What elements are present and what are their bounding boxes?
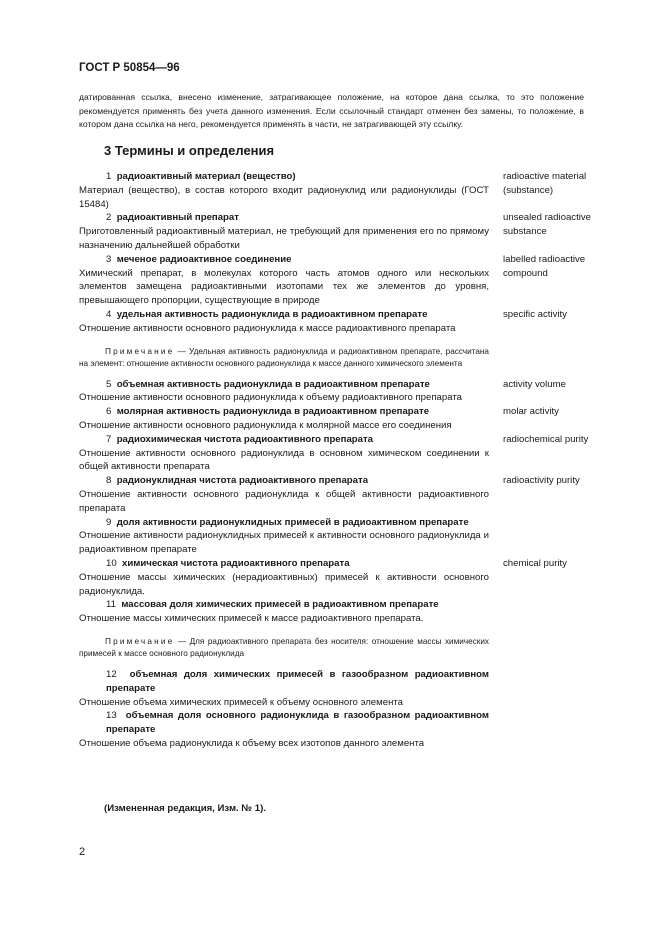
term-english: activity volume	[503, 378, 566, 390]
term-definition: Отношение активности радионуклидных примесей к активности основного радионуклида и радиоактивном препарате	[79, 530, 489, 556]
term-title: массовая доля химических примесей в радиоактивном препарате	[121, 599, 439, 611]
term-number: 8	[106, 475, 112, 487]
note	[79, 636, 489, 660]
term-title: химическая чистота радиоактивного препарата	[122, 557, 350, 569]
term-entry	[79, 709, 627, 750]
term-definition: Приготовленный радиоактивный материал, не требующий для применения его по прямому назначению дальнейшей обработки	[79, 226, 489, 251]
term-english: specific activity	[503, 308, 567, 320]
note-label: Примечание	[105, 636, 175, 646]
term-entry	[79, 557, 627, 598]
note-text: — Для радиоактивного препарата без носителя: отношение массы химических примесей к массе основного радионуклида	[79, 636, 489, 658]
term-english: radioactive material (substance)	[503, 171, 587, 196]
section-title: 3 Термины и определения	[104, 143, 275, 158]
term-entry	[79, 668, 627, 709]
term-entry	[79, 598, 627, 626]
term-number: 6	[106, 406, 112, 418]
term-title: радиохимическая чистота радиоактивного препарата	[116, 433, 374, 445]
term-definition: Отношение объема химических примесей к объему основного элемента	[79, 696, 403, 708]
term-entry	[79, 474, 627, 515]
standard-header: ГОСТ Р 50854—96	[79, 62, 180, 74]
term-entry	[79, 308, 627, 336]
term-number: 9	[106, 516, 112, 528]
note-label: Примечание	[105, 346, 175, 356]
terms-list	[79, 170, 627, 751]
term-definition: Материал (вещество), в состав которого входит радионуклид или радионуклиды (ГОСТ 15484)	[79, 184, 489, 210]
term-title: доля активности радионуклидных примесей в радиоактивном препарате	[116, 516, 469, 528]
term-definition: Отношение активности основного радионуклида к молярной массе его соединения	[79, 419, 452, 431]
term-number: 4	[106, 308, 112, 320]
term-title: молярная активность радионуклида в радиоактивном препарате	[116, 406, 430, 418]
term-entry	[79, 433, 627, 474]
term-number: 7	[106, 433, 112, 445]
term-definition: Отношение активности основного радионуклида к объему радиоактивного препарата	[79, 392, 462, 404]
term-number: 1	[106, 171, 112, 182]
note	[79, 346, 489, 370]
term-title: радионуклидная чистота радиоактивного препарата	[116, 475, 369, 487]
term-definition: Отношение объема радионуклида к объему всех изотопов данного элемента	[79, 737, 425, 749]
term-title: объемная активность радионуклида в радиоактивном препарате	[116, 378, 430, 390]
term-title: радиоактивный препарат	[116, 212, 239, 224]
term-number: 10	[106, 557, 117, 569]
page-number: 2	[79, 846, 86, 858]
term-definition: Отношение активности основного радионуклида к общей активности радиоактивного препарата	[79, 488, 489, 514]
term-number: 12	[106, 668, 117, 680]
term-english: molar activity	[503, 406, 559, 418]
term-title: меченое радиоактивное соединение	[116, 253, 292, 265]
term-entry	[79, 170, 627, 211]
term-entry	[79, 211, 627, 252]
term-english: radioactivity purity	[503, 475, 580, 487]
term-number: 3	[106, 253, 112, 265]
term-english: radiochemical purity	[503, 433, 589, 445]
term-title: объемная доля основного радионуклида в газообразном радиоактивном препарате	[106, 710, 489, 736]
term-definition: Химический препарат, в молекулах которого часть атомов одного или нескольких элементов замещена радиоактивными изотопами тех же элементов до уровня, превышающего пропорции, существующие в природе	[79, 267, 489, 307]
note-text: — Удельная активность радионуклида и радиоактивном препарате, рассчитана на элемент: отношение активности основного радионуклида к массе данного химического элемента	[79, 346, 489, 368]
intro-paragraph: датированная ссылка, внесено изменение, затрагивающее положение, на которое дана ссылка, то это положение рекомендуется применять без учета данного изменения. Если ссылочный стандарт отменен без замены, то положение, в котором дана ссылка на него, рекомендуется применять в части, не затрагивающей эту ссылку.	[79, 92, 584, 130]
term-title: удельная активность радионуклида в радиоактивном препарате	[116, 308, 428, 320]
term-entry	[79, 253, 627, 308]
term-title: радиоактивный материал (вещество)	[116, 171, 296, 182]
term-entry	[79, 378, 627, 406]
term-definition: Отношение активности основного радионуклида в основном химическом соединении к общей активности препарата	[79, 447, 489, 473]
term-definition: Отношение массы химических примесей к массе радиоактивного препарата.	[79, 613, 424, 625]
term-number: 13	[106, 710, 117, 722]
term-entry	[79, 516, 627, 557]
amendment-note: (Измененная редакция, Изм. № 1).	[104, 803, 266, 814]
term-number: 2	[106, 212, 112, 224]
term-english: chemical purity	[503, 557, 567, 569]
term-english: labelled radioactive compound	[503, 253, 586, 279]
term-english: unsealed radioactive substance	[503, 212, 592, 238]
term-number: 11	[106, 599, 116, 611]
term-number: 5	[106, 378, 112, 390]
term-definition: Отношение массы химических (нерадиоактивных) примесей к активности основного радионуклида.	[79, 571, 489, 597]
term-entry	[79, 405, 627, 433]
term-title: объемная доля химических примесей в газообразном радиоактивном препарате	[106, 668, 489, 694]
term-definition: Отношение активности основного радионуклида к массе радиоактивного препарата	[79, 322, 456, 334]
